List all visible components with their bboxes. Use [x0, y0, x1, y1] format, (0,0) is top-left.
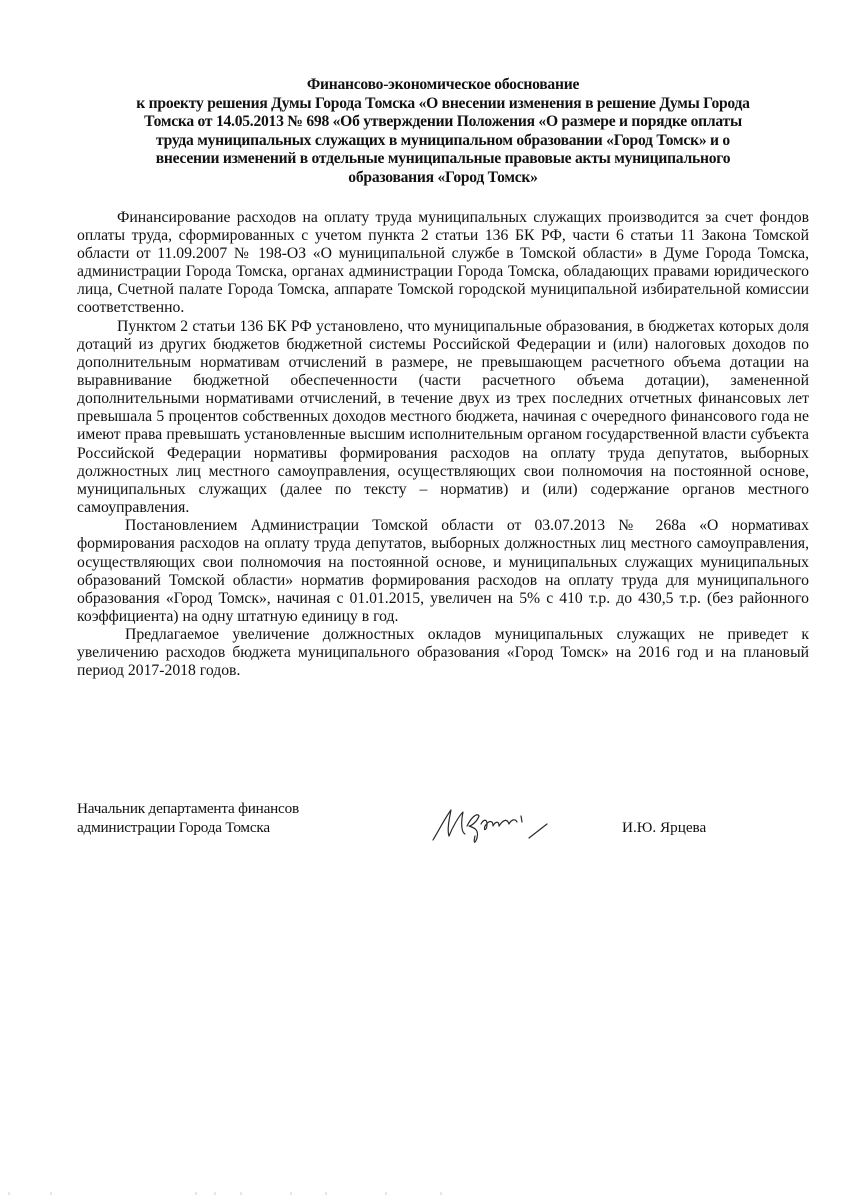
title-line: труда муниципальных служащих в муниципальном образовании «Город Томск» и о — [156, 131, 730, 149]
document-page — [77, 76, 809, 681]
title-line: Томска от 14.05.2013 № 698 «Об утверждении Положения «О размере и порядке оплаты — [144, 113, 742, 131]
signature-block — [77, 800, 809, 850]
title-line: к проекту решения Думы Города Томска «О внесении изменения в решение Думы Города — [136, 94, 750, 112]
scan-noise — [0, 1192, 850, 1196]
paragraph-financing: Финансирование расходов на оплату труда муниципальных служащих производится за счет фондов оплаты труда, сформированных с учетом пункта 2 статьи 136 БК РФ, части 6 статьи 11 Закона Томской области от 11.09.2007 № 198-ОЗ «О муниципальной службе в Томской области» в Думе Города Томска, администрации Города Томска, органах администрации Города Томска, обладающих правами юридического лица, Счетной палате Города Томска, аппарате Томской городской муниципальной избирательной комиссии соответственно. — [77, 208, 809, 317]
paragraph-conclusion: Предлагаемое увеличение должностных окладов муниципальных служащих не приведет к увеличению расходов бюджета муниципального образования «Город Томск» на 2016 год и на плановый период 2017-2018 годов. — [77, 626, 809, 680]
handwritten-signature-icon — [429, 804, 559, 846]
paragraph-resolution: Постановлением Администрации Томской области от 03.07.2013 № 268а «О нормативах формирования расходов на оплату труда депутатов, выборных должностных лиц местного самоуправления, осуществляющих свои полномочия на постоянной основе, и муниципальных служащих муниципальных образований Томской области» норматив формирования расходов на оплату труда для муниципального образования «Город Томск», начиная с 01.01.2015, увеличен на 5% с 410 т.р. до 430,5 т.р. (без районного коэффициента) на одну штатную единицу в год. — [77, 517, 809, 625]
signer-position — [77, 800, 299, 837]
document-body — [77, 209, 809, 681]
signer-position-line: администрации Города Томска — [77, 818, 270, 836]
paragraph-budget-code: Пунктом 2 статьи 136 БК РФ установлено, что муниципальные образования, в бюджетах которых доля дотаций из других бюджетов бюджетной системы Российской Федерации и (или) налоговых доходов по дополнительным нормативам отчислений в размере, не превышающем расчетного объема дотации на выравнивание бюджетной обеспеченности (части расчетного объема дотации), замененной дополнительными нормативами отчислений, в течение двух из трех последних отчетных финансовых лет превышала 5 процентов собственных доходов местного бюджета, начиная с очередного финансового года не имеют права превышать установленные высшим исполнительным органом государственной власти субъекта Российской Федерации нормативы формирования расходов на оплату труда депутатов, выборных должностных лиц местного самоуправления, осуществляющих свои полномочия на постоянной основе, муниципальных служащих (далее по тексту – норматив) и (или) содержание органов местного самоуправления. — [77, 317, 809, 517]
signer-name: И.Ю. Ярцева — [622, 818, 707, 836]
signer-position-line: Начальник департамента финансов — [77, 800, 299, 817]
document-title — [77, 76, 809, 188]
title-line: образования «Город Томск» — [348, 168, 538, 186]
title-line: внесении изменений в отдельные муниципальные правовые акты муниципального — [155, 150, 731, 168]
title-line: Финансово-экономическое обоснование — [306, 76, 580, 93]
